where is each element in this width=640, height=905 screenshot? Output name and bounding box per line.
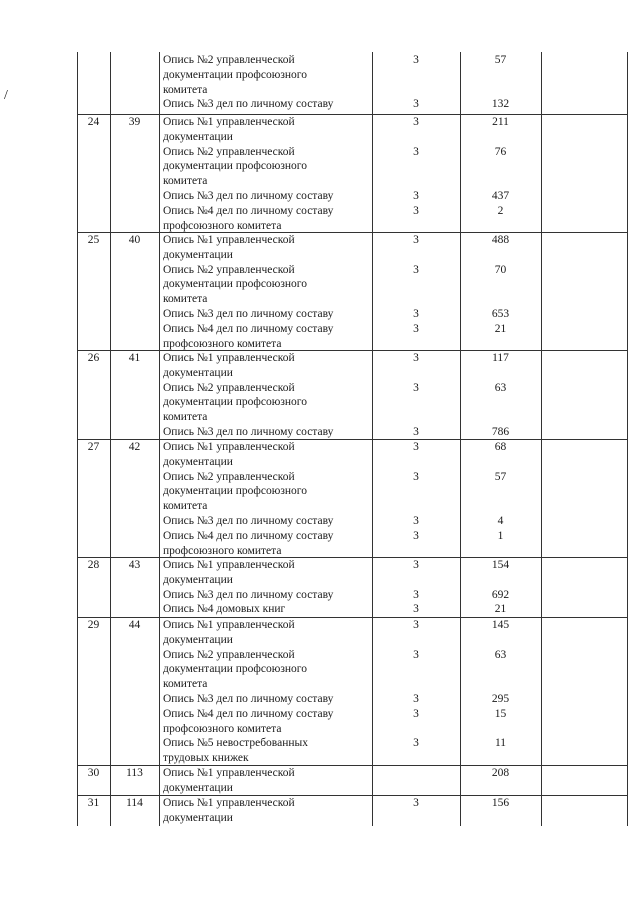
inventory-name: документации [163,573,233,586]
storage-term: 3 [413,515,419,527]
inventory-name: документации [163,248,233,261]
file-count: 692 [491,588,510,601]
fund-number: 43 [128,559,141,571]
row-border [77,557,627,558]
storage-term: 3 [413,263,419,276]
inventory-name: Опись №4 дел по личному составу [163,204,334,217]
inventory-name: Опись №2 управленческой [163,470,295,483]
inventory-name: Опись №3 дел по личному составу [163,98,334,111]
inventory-name: документации [163,455,233,468]
storage-term: 3 [413,603,419,616]
inventory-name: комитета [163,500,208,513]
row-border [77,765,627,766]
inventory-name: документации [163,633,233,646]
file-count: 57 [494,54,507,66]
inventory-name: Опись №3 дел по личному составу [163,190,334,202]
inventory-name: комитета [163,293,208,306]
storage-term: 3 [413,619,419,631]
file-count: 15 [494,707,507,720]
row-border [77,439,627,440]
inventory-name: Опись №1 управленческой [163,559,295,571]
inventory-name: профсоюзного комитета [163,722,282,735]
row-border [77,795,627,796]
inventory-name: документации профсоюзного [163,396,307,409]
inventory-name: Опись №1 управленческой [163,441,295,453]
file-count: 1 [497,529,504,542]
inventory-name: Опись №3 дел по личному составу [163,308,334,320]
file-count: 154 [491,559,510,571]
file-count: 21 [494,603,507,616]
inventory-name: Опись №2 управленческой [163,145,295,158]
inventory-name: Опись №4 домовых книг [163,603,286,616]
file-count: 21 [494,322,507,335]
inventory-name: Опись №1 управленческой [163,619,295,631]
inventory-name: профсоюзного комитета [163,544,282,557]
inventory-name: документации профсоюзного [163,160,307,173]
storage-term: 3 [413,322,419,335]
inventory-name: Опись №3 дел по личному составу [163,693,334,705]
file-count: 145 [491,619,510,631]
inventory-name: документации профсоюзного [163,278,307,291]
inventory-name: документации [163,781,233,794]
inventory-name: Опись №1 управленческой [163,767,295,779]
row-border [77,617,627,618]
inventory-name: комитета [163,175,208,188]
inventory-name: документации профсоюзного [163,68,307,81]
storage-term: 3 [413,352,419,364]
file-count: 63 [494,648,507,661]
inventory-name: Опись №1 управленческой [163,116,295,128]
row-number: 29 [87,619,100,631]
file-count: 11 [494,737,507,750]
row-border [77,114,627,115]
file-count: 2 [497,204,504,217]
fund-number: 39 [128,116,141,128]
row-number: 27 [87,441,100,453]
row-border [77,232,627,233]
storage-term: 3 [413,54,419,66]
file-count: 488 [491,234,510,246]
inventory-name: документации [163,366,233,379]
inventory-name: документации профсоюзного [163,663,307,676]
file-count: 70 [494,263,507,276]
file-count: 57 [494,470,507,483]
file-count: 295 [491,693,510,705]
row-number: 26 [87,352,100,364]
fund-number: 42 [128,441,141,453]
storage-term: 3 [413,737,419,750]
fund-number: 40 [128,234,141,246]
file-count: 208 [491,767,510,779]
inventory-name: Опись №1 управленческой [163,352,295,364]
file-count: 63 [494,381,507,394]
fund-number: 113 [126,767,143,779]
inventory-name: Опись №4 дел по личному составу [163,322,334,335]
storage-term: 3 [413,470,419,483]
column-border [627,52,628,826]
inventory-name: Опись №4 дел по личному составу [163,707,334,720]
row-number: 24 [87,116,100,128]
row-number: 31 [87,797,100,809]
inventory-name: Опись №2 управленческой [163,381,295,394]
inventory-name: профсоюзного комитета [163,337,282,350]
file-count: 4 [497,515,504,527]
row-number: 28 [87,559,100,571]
row-number: 25 [87,234,100,246]
scan-mark: / [4,88,8,103]
file-count: 211 [492,116,509,128]
storage-term: 3 [413,98,419,111]
inventory-name: Опись №4 дел по личному составу [163,529,334,542]
row-number: 30 [87,767,100,779]
fund-number: 114 [126,797,143,809]
file-count: 786 [491,426,510,438]
storage-term: 3 [413,559,419,571]
storage-term: 3 [413,441,419,453]
inventory-name: Опись №3 дел по личному составу [163,515,334,527]
inventory-name: Опись №1 управленческой [163,234,295,246]
file-count: 117 [492,352,509,364]
storage-term: 3 [413,426,419,438]
row-border [77,350,627,351]
inventory-name: Опись №5 невостребованных [163,737,308,750]
storage-term: 3 [413,648,419,661]
storage-term: 3 [413,204,419,217]
storage-term: 3 [413,693,419,705]
file-count: 76 [494,145,507,158]
inventory-name: Опись №2 управленческой [163,54,295,66]
inventory-name: комитета [163,411,208,424]
inventory-name: комитета [163,83,208,96]
storage-term: 3 [413,381,419,394]
storage-term: 3 [413,707,419,720]
file-count: 132 [491,98,510,111]
file-count: 68 [494,441,507,453]
storage-term: 3 [413,116,419,128]
inventory-name: трудовых книжек [163,752,249,765]
storage-term: 3 [413,145,419,158]
inventory-name: документации [163,130,233,143]
file-count: 653 [491,308,510,320]
inventory-name: документации профсоюзного [163,485,307,498]
inventory-name: Опись №3 дел по личному составу [163,588,334,601]
inventory-name: Опись №2 управленческой [163,648,295,661]
inventory-name: профсоюзного комитета [163,219,282,232]
storage-term: 3 [413,797,419,809]
file-count: 437 [491,190,510,202]
storage-term: 3 [413,308,419,320]
inventory-name: документации [163,811,233,824]
inventory-name: Опись №3 дел по личному составу [163,426,334,438]
storage-term: 3 [413,588,419,601]
fund-number: 44 [128,619,141,631]
file-count: 156 [491,797,510,809]
inventory-name: комитета [163,678,208,691]
fund-number: 41 [128,352,141,364]
storage-term: 3 [413,190,419,202]
inventory-name: Опись №2 управленческой [163,263,295,276]
storage-term: 3 [413,529,419,542]
storage-term: 3 [413,234,419,246]
inventory-name: Опись №1 управленческой [163,797,295,809]
